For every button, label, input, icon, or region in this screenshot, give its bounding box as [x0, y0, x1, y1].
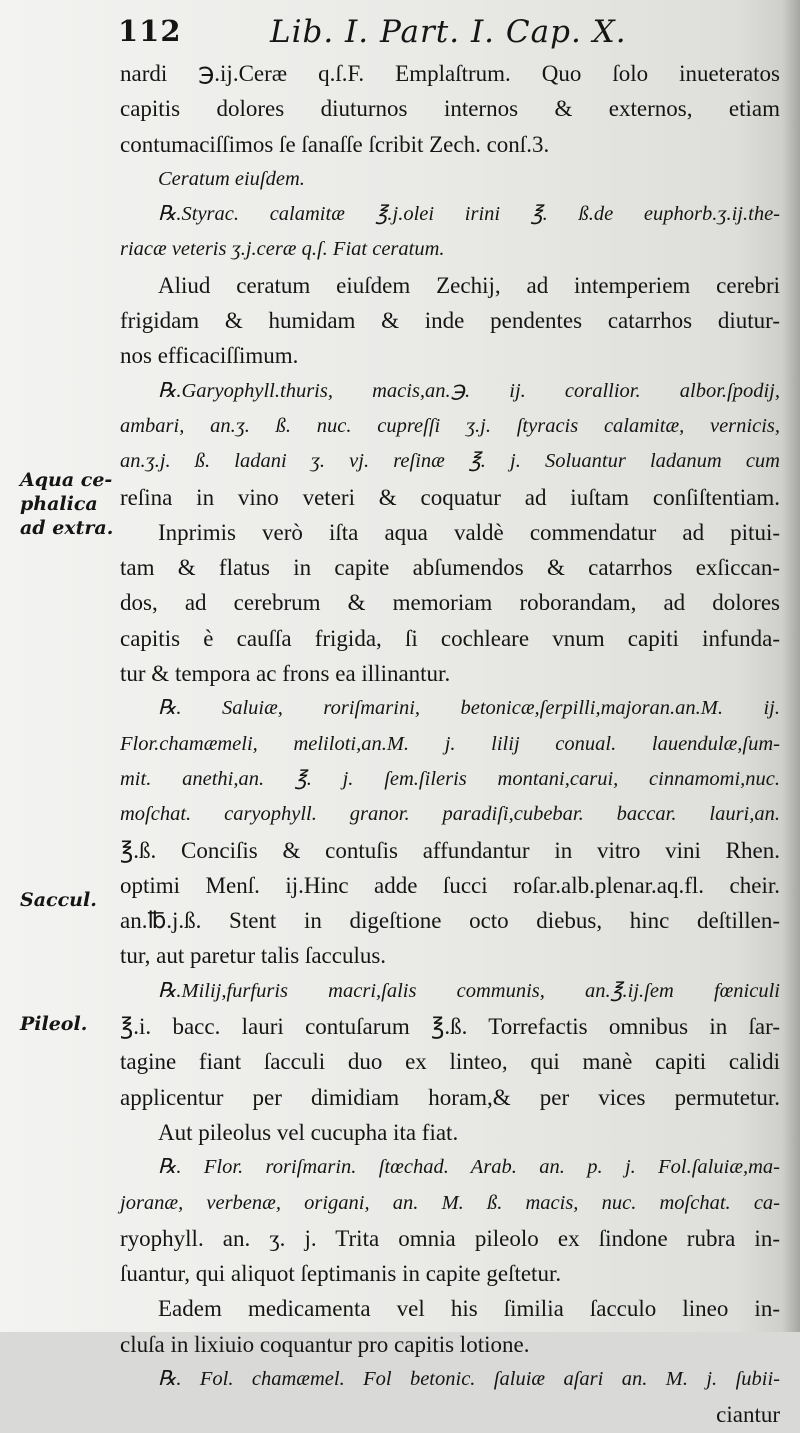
- body-text: [120, 56, 780, 1433]
- text-line: optimi Menſ. ij.Hinc adde ſucci roſar.alb.plenar.aq.fl. cheir.: [120, 872, 780, 898]
- text-line: ℥.ß. Conciſis & contuſis affundantur in vitro vini Rhen.: [120, 837, 780, 863]
- margin-note-pileol: Pileol.: [20, 1013, 88, 1035]
- page-edge-shadow: [782, 0, 800, 1332]
- text-line: Inprimis verò iſta aqua valdè commendatur ad pitui-: [158, 519, 780, 545]
- text-line: contumaciſſimos ſe ſanaſſe ſcribit Zech. conſ.3.: [120, 131, 550, 157]
- recipe-line: joranæ, verbenæ, origani, an. M. ß. macis, nuc. moſchat. ca-: [120, 1191, 780, 1214]
- text-line: capitis dolores diuturnos internos & externos, etiam: [120, 96, 780, 122]
- recipe-line: ℞. Saluiæ, roriſmarini, betonicæ,ſerpilli,majoran.an.M. ij.: [158, 697, 780, 720]
- text-line: frigidam & humidam & inde pendentes catarrhos diutur-: [120, 308, 780, 334]
- page-number: 112: [118, 14, 182, 48]
- recipe-line: an.ʒ.j. ß. ladani ʒ. vj. reſinæ ℥. j. Soluantur ladanum cum: [120, 450, 780, 473]
- section-heading: Ceratum eiuſdem.: [158, 167, 305, 190]
- page-header: [118, 14, 778, 54]
- text-line: nos efficaciſſimum.: [120, 343, 299, 369]
- recipe-line: mit. anethi,an. ℥. j. ſem.ſileris montani,carui, cinnamomi,nuc.: [120, 767, 780, 790]
- text-line: Eadem medicamenta vel his ſimilia ſacculo lineo in-: [158, 1296, 780, 1322]
- text-line: cluſa in lixiuio coquantur pro capitis lotione.: [120, 1331, 530, 1357]
- text-line: capitis è cauſſa frigida, ſi cochleare vnum capiti infunda-: [120, 625, 780, 651]
- text-line: tagine fiant ſacculi duo ex linteo, qui manè capiti calidi: [120, 1049, 780, 1075]
- recipe-line: riacæ veteris ʒ.j.ceræ q.ſ. Fiat ceratum.: [120, 238, 445, 261]
- text-line: nardi ℈.ij.Ceræ q.ſ.F. Emplaſtrum. Quo ſolo inueteratos: [120, 61, 780, 86]
- text-line: tam & flatus in capite abſumendos & catarrhos exſiccan-: [120, 555, 780, 581]
- margin-note-aqua: Aqua ce- phalica ad extra.: [20, 469, 114, 539]
- text-line: dos, ad cerebrum & memoriam roborandam, ad dolores: [120, 590, 780, 616]
- text-line: reſina in vino veteri & coquatur ad iuſtam conſiſtentiam.: [120, 484, 780, 510]
- text-line: ſuantur, qui aliquot ſeptimanis in capite geſtetur.: [120, 1261, 562, 1287]
- text-line: ℥.i. bacc. lauri contuſarum ℥.ß. Torrefactis omnibus in ſar-: [120, 1014, 780, 1040]
- recipe-line: ambari, an.ʒ. ß. nuc. cupreſſi ʒ.j. ſtyracis calamitæ, vernicis,: [120, 414, 780, 437]
- text-line: ryophyll. an. ʒ. j. Trita omnia pileolo ex ſindone rubra in-: [120, 1225, 780, 1251]
- catchword: ciantur: [716, 1402, 780, 1428]
- recipe-line: ℞. Flor. roriſmarin. ſtœchad. Arab. an. p. j. Fol.ſaluiæ,ma-: [158, 1156, 780, 1179]
- running-head: Lib. I. Part. I. Cap. X.: [270, 14, 627, 50]
- text-line: applicentur per dimidiam horam,& per vices permutetur.: [120, 1084, 780, 1110]
- recipe-line: Flor.chamæmeli, meliloti,an.M. j. lilij conual. lauendulæ,ſum-: [120, 732, 780, 755]
- recipe-line: ℞.Milij,furfuris macri,ſalis communis, an.℥.ij.ſem fœniculi: [158, 979, 780, 1002]
- text-line: an.℔.j.ß. Stent in digeſtione octo diebus, hinc deſtillen-: [120, 908, 780, 934]
- recipe-line: ℞.Styrac. calamitæ ℥.j.olei irini ℥. ß.de euphorb.ʒ.ij.the-: [158, 203, 780, 226]
- text-line: tur, aut paretur talis ſacculus.: [120, 943, 387, 969]
- margin-note-saccul: Saccul.: [20, 889, 97, 911]
- recipe-line: moſchat. caryophyll. granor. paradiſi,cubebar. baccar. lauri,an.: [120, 803, 780, 826]
- text-line: Aut pileolus vel cucupha ita fiat.: [158, 1119, 459, 1145]
- text-line: Aliud ceratum eiuſdem Zechij, ad intemperiem cerebri: [158, 272, 780, 298]
- recipe-line: ℞. Fol. chamæmel. Fol betonic. ſaluiæ aſari an. M. j. ſubii-: [158, 1367, 780, 1390]
- recipe-line: ℞.Garyophyll.thuris, macis,an.℈. ij. corallior. albor.ſpodij,: [158, 379, 780, 402]
- text-line: tur & tempora ac frons ea illinantur.: [120, 661, 451, 687]
